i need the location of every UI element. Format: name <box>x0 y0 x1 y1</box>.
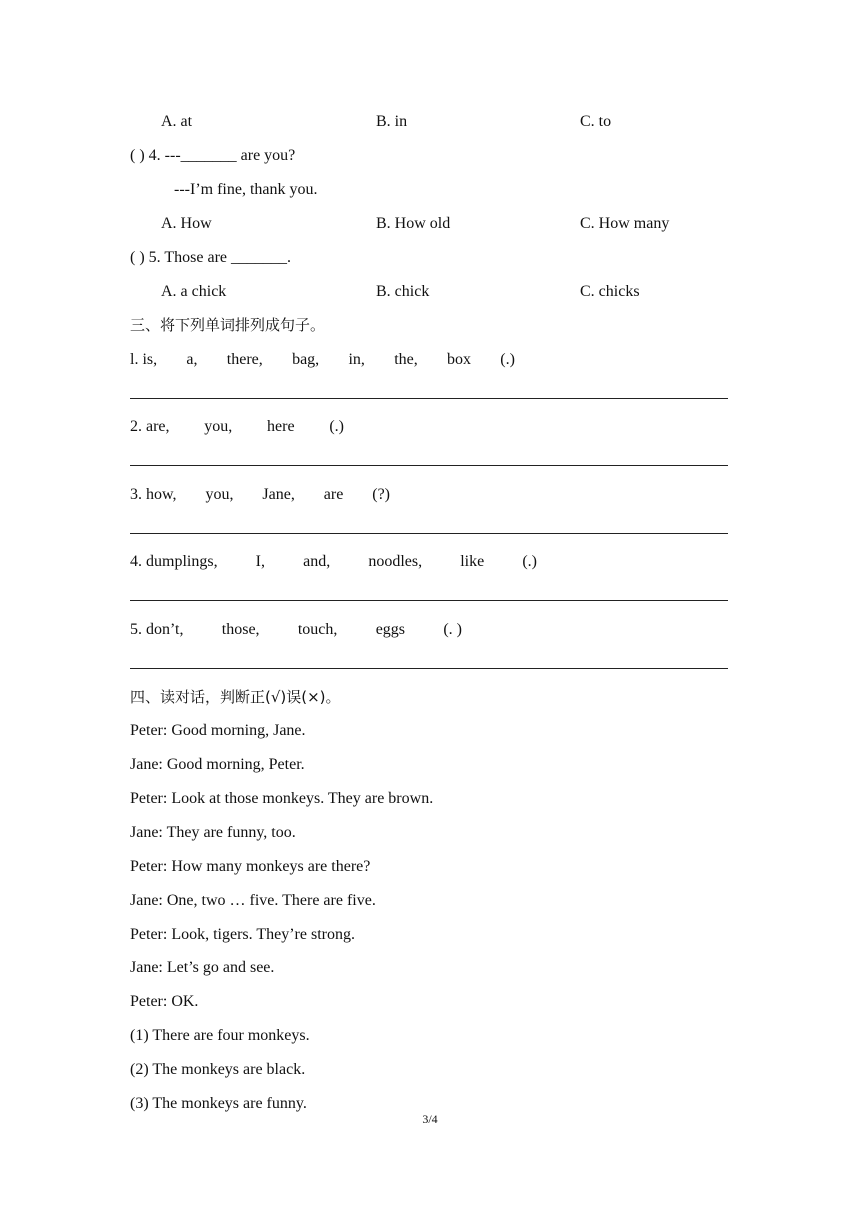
dialogue-line: Jane: One, two … five. There are five. <box>130 892 376 909</box>
word: (.) <box>329 418 344 435</box>
dialogue-line: Jane: Good morning, Peter. <box>130 756 305 773</box>
q5-stem: ( ) 5. Those are _______. <box>130 249 291 266</box>
judgment-statement-2: (2) The monkeys are black. <box>130 1061 306 1078</box>
sentence-item-5 <box>130 620 462 640</box>
word: 2. are, <box>130 418 170 435</box>
q5-option-a: A. a chick <box>161 283 227 300</box>
q4-reply: ---I’m fine, thank you. <box>174 181 318 198</box>
dialogue-line: Peter: How many monkeys are there? <box>130 858 371 875</box>
word: in, <box>348 351 365 368</box>
word: those, <box>221 621 260 638</box>
word: (.) <box>522 553 537 570</box>
answer-line-4[interactable] <box>130 600 728 601</box>
judgment-statement-1: (1) There are four monkeys. <box>130 1027 310 1044</box>
word: box <box>447 351 472 368</box>
judgment-statement-3: (3) The monkeys are funny. <box>130 1095 307 1112</box>
word: (. ) <box>443 621 462 638</box>
sentence-item-1 <box>130 350 515 370</box>
dialogue-line: Peter: OK. <box>130 993 199 1010</box>
word: Jane, <box>262 486 295 503</box>
word: 3. how, <box>130 486 177 503</box>
word: and, <box>303 553 331 570</box>
word: you, <box>204 418 233 435</box>
word: there, <box>226 351 263 368</box>
q4-option-c: C. How many <box>580 215 670 232</box>
q4-option-a: A. How <box>161 215 212 232</box>
word: noodles, <box>368 553 423 570</box>
word: (.) <box>500 351 515 368</box>
word: a, <box>186 351 198 368</box>
answer-line-5[interactable] <box>130 668 728 669</box>
answer-line-3[interactable] <box>130 533 728 534</box>
sentence-item-2 <box>130 417 344 437</box>
dialogue-line: Peter: Good morning, Jane. <box>130 722 306 739</box>
answer-line-1[interactable] <box>130 398 728 399</box>
dialogue-line: Jane: Let’s go and see. <box>130 959 275 976</box>
word: 5. don’t, <box>130 621 184 638</box>
q3-option-b: B. in <box>376 113 408 130</box>
sentence-item-4 <box>130 552 537 572</box>
word: l. is, <box>130 351 158 368</box>
q4-stem: ( ) 4. ---_______ are you? <box>130 147 296 164</box>
word: you, <box>205 486 234 503</box>
section4-heading: 四、读对话，判断正(√)误(×)。 <box>130 688 341 706</box>
word: (?) <box>372 486 390 503</box>
word: bag, <box>292 351 320 368</box>
dialogue-line: Jane: They are funny, too. <box>130 824 296 841</box>
q3-option-a: A. at <box>161 113 193 130</box>
q4-option-b: B. How old <box>376 215 451 232</box>
word: 4. dumplings, <box>130 553 218 570</box>
word: touch, <box>297 621 338 638</box>
word: like <box>460 553 485 570</box>
q5-option-c: C. chicks <box>580 283 640 300</box>
section3-heading: 三、将下列单词排列成句子。 <box>130 316 326 334</box>
word: the, <box>394 351 418 368</box>
q5-option-b: B. chick <box>376 283 430 300</box>
word: here <box>267 418 295 435</box>
page-number: 3/4 <box>422 1112 438 1126</box>
answer-line-2[interactable] <box>130 465 728 466</box>
dialogue-line: Peter: Look at those monkeys. They are brown. <box>130 790 434 807</box>
word: are <box>323 486 344 503</box>
word: eggs <box>375 621 406 638</box>
word: I, <box>255 553 265 570</box>
dialogue-line: Peter: Look, tigers. They’re strong. <box>130 926 355 943</box>
sentence-item-3 <box>130 485 390 505</box>
q3-option-c: C. to <box>580 113 612 130</box>
